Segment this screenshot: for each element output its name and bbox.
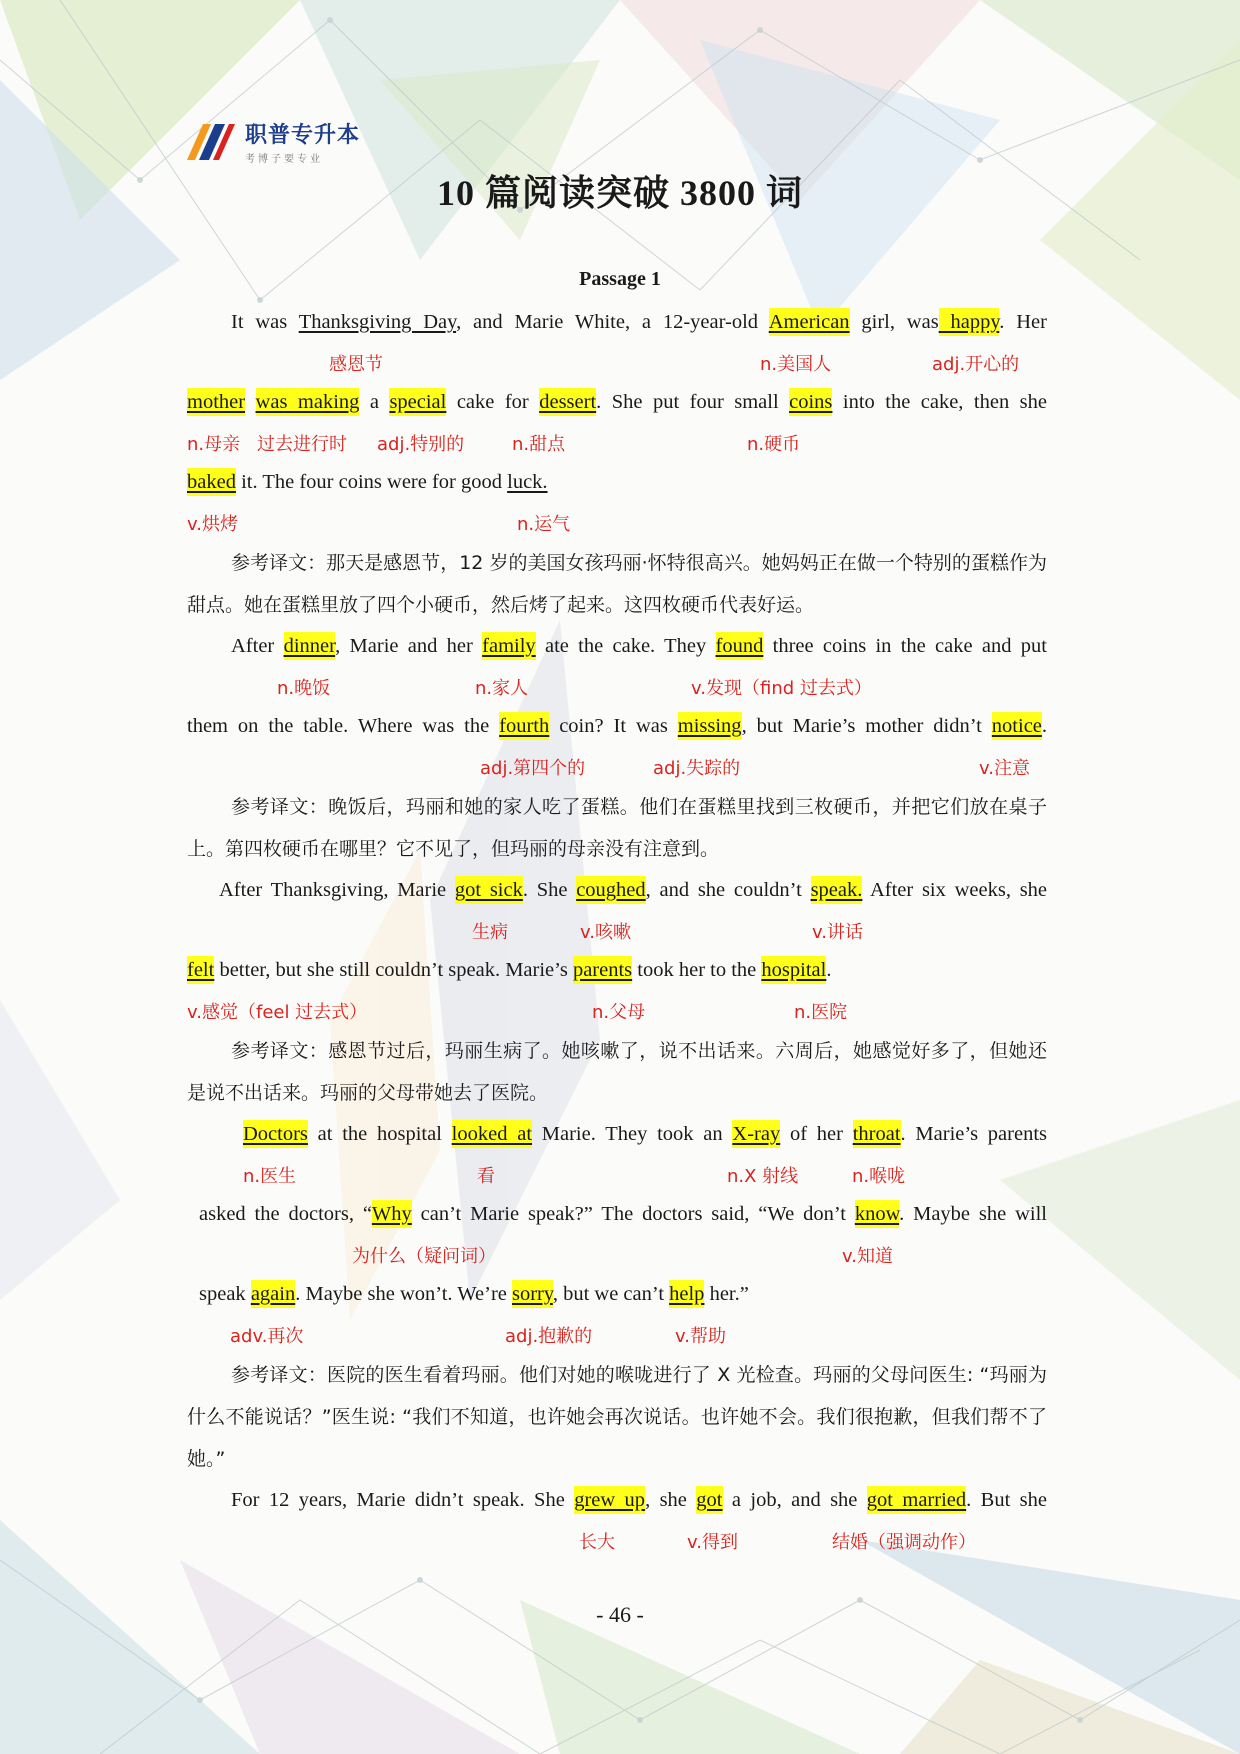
vocab-word: dinner — [284, 632, 336, 660]
vocab-word: coins — [789, 388, 832, 416]
vocab-word: speak. — [811, 876, 863, 904]
gloss: v.注意 — [979, 758, 1030, 779]
page-title: 10 篇阅读突破 3800 词 — [436, 173, 803, 213]
gloss: 看 — [477, 1166, 495, 1187]
vocab-word: grew up — [574, 1486, 645, 1514]
gloss: adj.失踪的 — [653, 758, 741, 779]
vocab-word: looked at — [452, 1120, 532, 1148]
gloss-line — [187, 1520, 1047, 1560]
vocab-word: dessert — [539, 388, 596, 416]
vocab-word: Doctors — [243, 1120, 308, 1148]
gloss: 结婚（强调动作） — [832, 1532, 976, 1553]
gloss: 为什么（疑问词） — [352, 1246, 496, 1267]
gloss: n.晚饭 — [277, 678, 331, 699]
vocab-word: sorry — [512, 1280, 553, 1308]
gloss: adj.特别的 — [377, 434, 465, 455]
gloss: 生病 — [472, 922, 508, 943]
gloss: v.咳嗽 — [580, 922, 631, 943]
vocab-word: parents — [573, 956, 632, 984]
gloss: n.喉咙 — [852, 1166, 906, 1187]
english-line: For 12 years, Marie didn’t speak. She grew up, she got a job, and she got married. But she — [187, 1480, 1047, 1520]
english-line: mother was making a special cake for dessert. She put four small coins into the cake, then she — [187, 382, 1047, 422]
vocab-word: help — [669, 1280, 704, 1308]
vocab-word: X-ray — [732, 1120, 780, 1148]
vocab-word: Why — [372, 1200, 412, 1228]
vocab-word: hospital — [761, 956, 826, 984]
vocab-word: felt — [187, 956, 214, 984]
vocab-word: special — [389, 388, 446, 416]
gloss-line — [187, 910, 1047, 950]
vocab-word: American — [769, 308, 850, 336]
english-line: After Thanksgiving, Marie got sick. She coughed, and she couldn’t speak. After six weeks, she — [187, 870, 1047, 910]
vocab-word: coughed — [576, 876, 645, 904]
gloss: v.讲话 — [812, 922, 863, 943]
passage-title: Passage 1 — [579, 268, 661, 290]
vocab-word: baked — [187, 468, 236, 496]
vocab-word: happy — [939, 308, 1000, 336]
gloss: 长大 — [579, 1532, 615, 1553]
gloss-line — [187, 422, 1047, 462]
gloss: n.运气 — [517, 514, 571, 535]
gloss-line — [187, 502, 1047, 542]
gloss: n.医院 — [794, 1002, 848, 1023]
vocab-word: again — [251, 1280, 295, 1308]
gloss: n.母亲 — [187, 434, 241, 455]
vocab-word: fourth — [499, 712, 549, 740]
logo-title: 职普专升本 — [245, 123, 361, 148]
gloss: adj.抱歉的 — [505, 1326, 593, 1347]
gloss: adj.开心的 — [932, 354, 1020, 375]
english-line: felt better, but she still couldn’t speak. Marie’s parents took her to the hospital. — [187, 950, 1047, 990]
logo-subtitle: 考博子要专业 — [245, 154, 323, 165]
vocab-word: was making — [256, 388, 360, 416]
gloss: adv.再次 — [230, 1326, 304, 1347]
gloss-line — [187, 746, 1047, 786]
gloss: 感恩节 — [329, 354, 383, 375]
vocab-word: got — [696, 1486, 722, 1514]
chinese-translation: 参考译文：晚饭后，玛丽和她的家人吃了蛋糕。他们在蛋糕里找到三枚硬币，并把它们放在桌子上。第四枚硬币在哪里？它不见了，但玛丽的母亲没有注意到。 — [187, 796, 1047, 860]
gloss: adj.第四个的 — [480, 758, 586, 779]
gloss: v.烘烤 — [187, 514, 238, 535]
vocab-word: know — [855, 1200, 899, 1228]
gloss-line — [187, 990, 1047, 1030]
english-line: After dinner, Marie and her family ate the cake. They found three coins in the cake and put — [187, 626, 1047, 666]
english-line: them on the table. Where was the fourth coin? It was missing, but Marie’s mother didn’t notice. — [187, 706, 1047, 746]
gloss: n.父母 — [592, 1002, 646, 1023]
chinese-translation: 参考译文：医院的医生看着玛丽。他们对她的喉咙进行了 X 光检查。玛丽的父母问医生: “玛丽为什么不能说话？”医生说: “我们不知道，也许她会再次说话。也许她不会。我们很抱歉，但我们帮不了她。” — [187, 1364, 1047, 1470]
gloss-line — [187, 342, 1047, 382]
gloss: n.家人 — [475, 678, 529, 699]
vocab-word: family — [482, 632, 536, 660]
gloss: n.X 射线 — [727, 1166, 799, 1187]
english-line: Doctors at the hospital looked at Marie. They took an X-ray of her throat. Marie’s parents — [187, 1114, 1047, 1154]
vocab-word: Thanksgiving Day — [298, 311, 457, 333]
english-line: It was Thanksgiving Day, and Marie White, a 12-year-old American girl, was happy. Her — [187, 302, 1047, 342]
gloss: v.发现（find 过去式） — [691, 678, 872, 699]
vocab-word: found — [716, 632, 764, 660]
vocab-word: missing — [678, 712, 742, 740]
gloss: v.得到 — [687, 1532, 738, 1553]
gloss: n.甜点 — [512, 434, 566, 455]
english-line: baked it. The four coins were for good luck. — [187, 462, 1047, 502]
vocab-word: got married — [867, 1486, 966, 1514]
chinese-translation: 参考译文：感恩节过后，玛丽生病了。她咳嗽了，说不出话来。六周后，她感觉好多了，但她还是说不出话来。玛丽的父母带她去了医院。 — [187, 1040, 1047, 1104]
gloss: n.硬币 — [747, 434, 801, 455]
passage-content — [187, 302, 1047, 1560]
gloss: v.知道 — [842, 1246, 893, 1267]
gloss-line — [187, 1234, 1047, 1274]
english-line: asked the doctors, “Why can’t Marie speak?” The doctors said, “We don’t know. Maybe she will — [187, 1194, 1047, 1234]
gloss-line — [187, 1314, 1047, 1354]
gloss-line — [187, 1154, 1047, 1194]
brand-logo — [185, 118, 360, 165]
page-number: - 46 - — [596, 1602, 644, 1627]
vocab-word: got sick — [455, 876, 523, 904]
english-line: speak again. Maybe she won’t. We’re sorry, but we can’t help her.” — [187, 1274, 1047, 1314]
gloss: n.美国人 — [760, 354, 832, 375]
vocab-word: mother — [187, 388, 245, 416]
vocab-word: throat — [853, 1120, 901, 1148]
logo-mark-icon — [185, 122, 237, 162]
gloss: v.帮助 — [675, 1326, 726, 1347]
gloss-line — [187, 666, 1047, 706]
vocab-word: luck. — [507, 471, 548, 493]
vocab-word: notice — [992, 712, 1042, 740]
gloss: v.感觉（feel 过去式） — [187, 1002, 368, 1023]
gloss: n.医生 — [243, 1166, 297, 1187]
chinese-translation: 参考译文：那天是感恩节，12 岁的美国女孩玛丽·怀特很高兴。她妈妈正在做一个特别的蛋糕作为甜点。她在蛋糕里放了四个小硬币，然后烤了起来。这四枚硬币代表好运。 — [187, 552, 1047, 616]
gloss: 过去进行时 — [257, 434, 347, 455]
